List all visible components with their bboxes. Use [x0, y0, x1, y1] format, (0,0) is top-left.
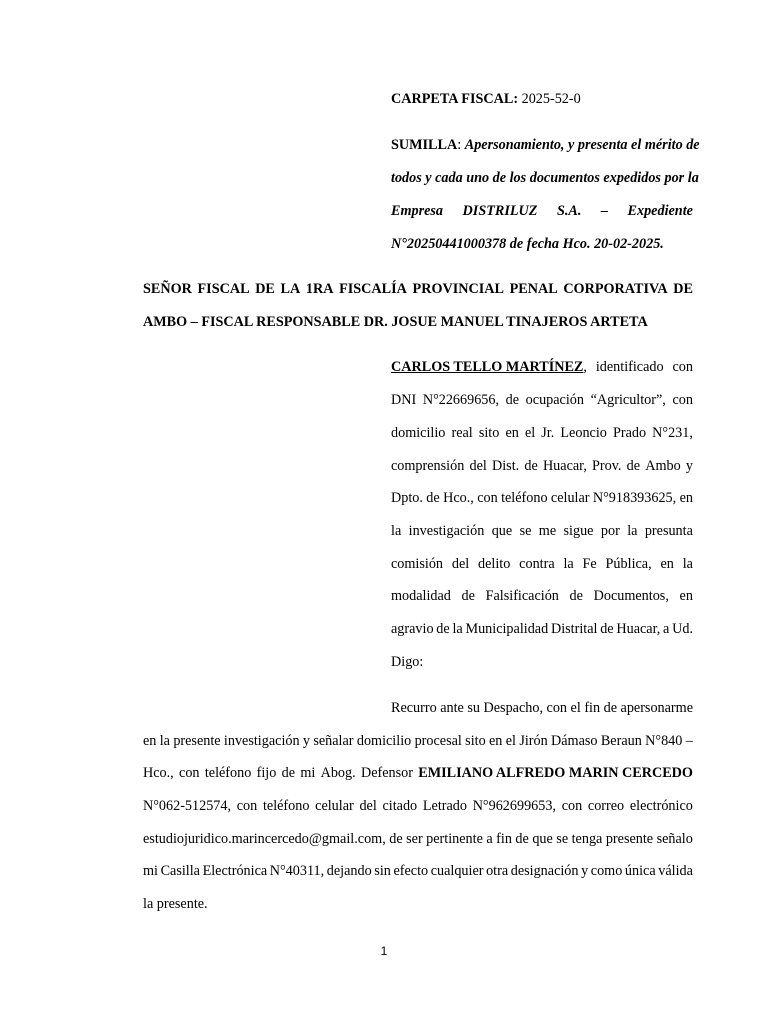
word: la [682, 556, 693, 572]
word: Beraun [600, 733, 642, 749]
word: fin [584, 700, 601, 716]
word: me [538, 523, 557, 539]
sumilla-line-3 [391, 202, 693, 220]
word: correo [587, 798, 625, 814]
word: la [627, 523, 638, 539]
word: “Agricultor”, [590, 392, 666, 408]
word: sito [478, 425, 500, 441]
word: fijo [256, 765, 277, 781]
party-name: CARLOS TELLO MARTÍNEZ [391, 359, 584, 375]
word: 1RA [305, 281, 334, 297]
sumilla-line-4: N°20250441000378 de fecha Hco. 20-02-2025. [391, 236, 664, 252]
word: señalo [656, 831, 693, 847]
body-line-2 [143, 732, 693, 750]
word: de [505, 392, 520, 408]
word: Ud. [672, 621, 693, 637]
word: del [469, 458, 487, 474]
word: ser [406, 831, 423, 847]
word: otra [486, 863, 509, 879]
word: la [159, 733, 170, 749]
word: presunta [644, 523, 693, 539]
word: tenga [571, 831, 603, 847]
word: citado [382, 798, 418, 814]
word: de [281, 765, 296, 781]
word: a [663, 621, 670, 637]
word: la [391, 523, 402, 539]
word: N°918393625, [592, 490, 677, 506]
word: real [451, 425, 473, 441]
word: a [486, 831, 493, 847]
word: presente [605, 831, 654, 847]
word: DISTRILUZ [462, 203, 538, 219]
word: en [489, 733, 503, 749]
word: LA [280, 281, 301, 297]
carpeta-fiscal [391, 90, 581, 108]
identification-line-2 [391, 424, 693, 442]
word: Jr. [541, 425, 555, 441]
word: estudiojuridico.marincercedo@gmail.com, [143, 831, 386, 847]
word: pertinente [426, 831, 483, 847]
identification-line-3 [391, 457, 693, 475]
word: Empresa [391, 203, 444, 219]
word: de [569, 588, 583, 604]
word: de [524, 458, 538, 474]
word: Expediente [627, 203, 693, 219]
identification-line-5 [391, 522, 693, 540]
body-last-line: la presente. [143, 896, 208, 912]
word: Dist. [491, 458, 520, 474]
word: el [524, 425, 536, 441]
word: Jirón [519, 733, 548, 749]
word: efecto [393, 863, 429, 879]
identification-line-6 [391, 555, 693, 573]
word: señalar [313, 733, 354, 749]
word: Abog. [320, 765, 356, 781]
addressee-line-1 [143, 280, 693, 298]
word: en [143, 733, 157, 749]
word: Hco., [143, 765, 174, 781]
word: N°062-512574, [143, 798, 232, 814]
word: de [461, 588, 475, 604]
word: del [359, 798, 377, 814]
word: con [477, 490, 498, 506]
word: válida [658, 863, 693, 879]
word: Prov. [592, 458, 622, 474]
identification-line-0: CARLOS TELLO MARTÍNEZ, identificado con [391, 359, 693, 375]
word: contra [519, 556, 555, 572]
word: celular [550, 490, 590, 506]
word: sito [465, 733, 486, 749]
word: teléfono [501, 490, 548, 506]
word: Pública, [605, 556, 652, 572]
word: en [660, 556, 674, 572]
word: Hco., [443, 490, 474, 506]
word: teléfono [204, 765, 252, 781]
body-line-3 [143, 764, 693, 782]
word: de [600, 621, 614, 637]
body-line-6 [143, 862, 693, 880]
word: fin [496, 831, 512, 847]
word: mi [300, 765, 316, 781]
sumilla-line-2: todos y cada uno de los documentos expedidos por la [391, 170, 699, 186]
word: y [581, 863, 589, 879]
word: Defensor [360, 765, 413, 781]
body-line-1 [391, 699, 693, 717]
word: de [626, 458, 641, 474]
word: su [467, 700, 480, 716]
word: Huacar, [616, 621, 661, 637]
word: con [236, 798, 258, 814]
word: de [515, 831, 529, 847]
word: FISCAL [197, 281, 250, 297]
word: en [505, 425, 519, 441]
word: SEÑOR [143, 281, 192, 297]
sumilla-line-1 [391, 136, 700, 154]
sumilla-text-1: Apersonamiento, y presenta el mérito de [464, 137, 700, 153]
word: FISCALÍA [339, 281, 407, 297]
page-number: 1 [380, 944, 388, 958]
word: Recurro [391, 700, 437, 716]
word: en [679, 588, 693, 604]
word: se [519, 523, 532, 539]
word: con [672, 392, 693, 408]
word: teléfono [262, 798, 310, 814]
word: DE [673, 281, 693, 297]
word: domicilio [356, 733, 412, 749]
word: la [452, 621, 463, 637]
word: Prado [612, 425, 647, 441]
word: y [685, 458, 693, 474]
word: y [302, 733, 310, 749]
word: procesal [414, 733, 462, 749]
word: sigue [563, 523, 594, 539]
word: electrónico [629, 798, 693, 814]
word: delito [478, 556, 511, 572]
word: N°22669656, [422, 392, 500, 408]
word: PROVINCIAL [412, 281, 504, 297]
word: Dámaso [551, 733, 598, 749]
word: Falsificación [485, 588, 559, 604]
word: del [451, 556, 470, 572]
word: de [436, 621, 450, 637]
word: Ambo [645, 458, 681, 474]
word: ante [440, 700, 464, 716]
word: la [563, 556, 574, 572]
word: celular [315, 798, 354, 814]
sumilla-colon: : [457, 137, 462, 153]
word: sin [374, 863, 391, 879]
word: con [546, 700, 568, 716]
word: investigación [223, 733, 300, 749]
word: Documentos, [593, 588, 669, 604]
word: N°962699653, [472, 798, 556, 814]
word: – [600, 203, 609, 219]
word: Fe [582, 556, 597, 572]
word: el [570, 700, 581, 716]
word: domicilio [391, 425, 446, 441]
identification-last-line: Digo: [391, 654, 424, 670]
word: de [389, 831, 403, 847]
word: Leoncio [560, 425, 607, 441]
carpeta-fiscal-label: CARPETA FISCAL: [391, 91, 519, 107]
word: de [603, 700, 617, 716]
identification-line-4 [391, 489, 693, 507]
word: comprensión [391, 458, 465, 474]
word: que [532, 831, 553, 847]
sumilla-label: SUMILLA [391, 137, 458, 153]
word: ocupación [525, 392, 584, 408]
word: que [491, 523, 513, 539]
body-line-5 [143, 830, 693, 848]
word: de [426, 490, 440, 506]
word: Distrital [550, 621, 598, 637]
word: Despacho, [483, 700, 544, 716]
word: S.A. [556, 203, 582, 219]
word: CORPORATIVA [563, 281, 668, 297]
word: por [600, 523, 620, 539]
word: Letrado [422, 798, 467, 814]
word: el [505, 733, 516, 749]
word: agravio [391, 621, 434, 637]
word: investigación [408, 523, 485, 539]
word: presente [173, 733, 221, 749]
word: única [624, 863, 656, 879]
addressee-line-2: AMBO – FISCAL RESPONSABLE DR. JOSUE MANUEL TINAJEROS ARTETA [143, 314, 648, 330]
word: dejando [326, 863, 372, 879]
word: comisión [391, 556, 444, 572]
identification-line-8 [391, 620, 693, 638]
word: Dpto. [391, 490, 423, 506]
word: Municipalidad [465, 621, 549, 637]
word: con [179, 765, 200, 781]
word: N°231, [652, 425, 693, 441]
word: N°840 [645, 733, 683, 749]
word: PENAL [509, 281, 558, 297]
word: cualquier [430, 863, 484, 879]
word: Electrónica [202, 863, 268, 879]
word: DE [255, 281, 275, 297]
word: apersonarme [620, 700, 693, 716]
word: DNI [391, 392, 417, 408]
identification-line-1 [391, 391, 693, 409]
word: en [679, 490, 693, 506]
word: – [685, 733, 693, 749]
body-line-4 [143, 797, 693, 815]
defense-attorney-name: EMILIANO ALFREDO MARIN CERCEDO [418, 765, 693, 781]
word: N°40311, [269, 863, 325, 879]
word: como [590, 863, 623, 879]
carpeta-fiscal-value: 2025-52-0 [521, 91, 581, 107]
word: con [561, 798, 583, 814]
identification-line-7 [391, 587, 693, 605]
word: se [556, 831, 569, 847]
word: designación [510, 863, 579, 879]
word: Casilla [160, 863, 200, 879]
word: Huacar, [542, 458, 587, 474]
word: modalidad [391, 588, 451, 604]
word: mi [143, 863, 158, 879]
